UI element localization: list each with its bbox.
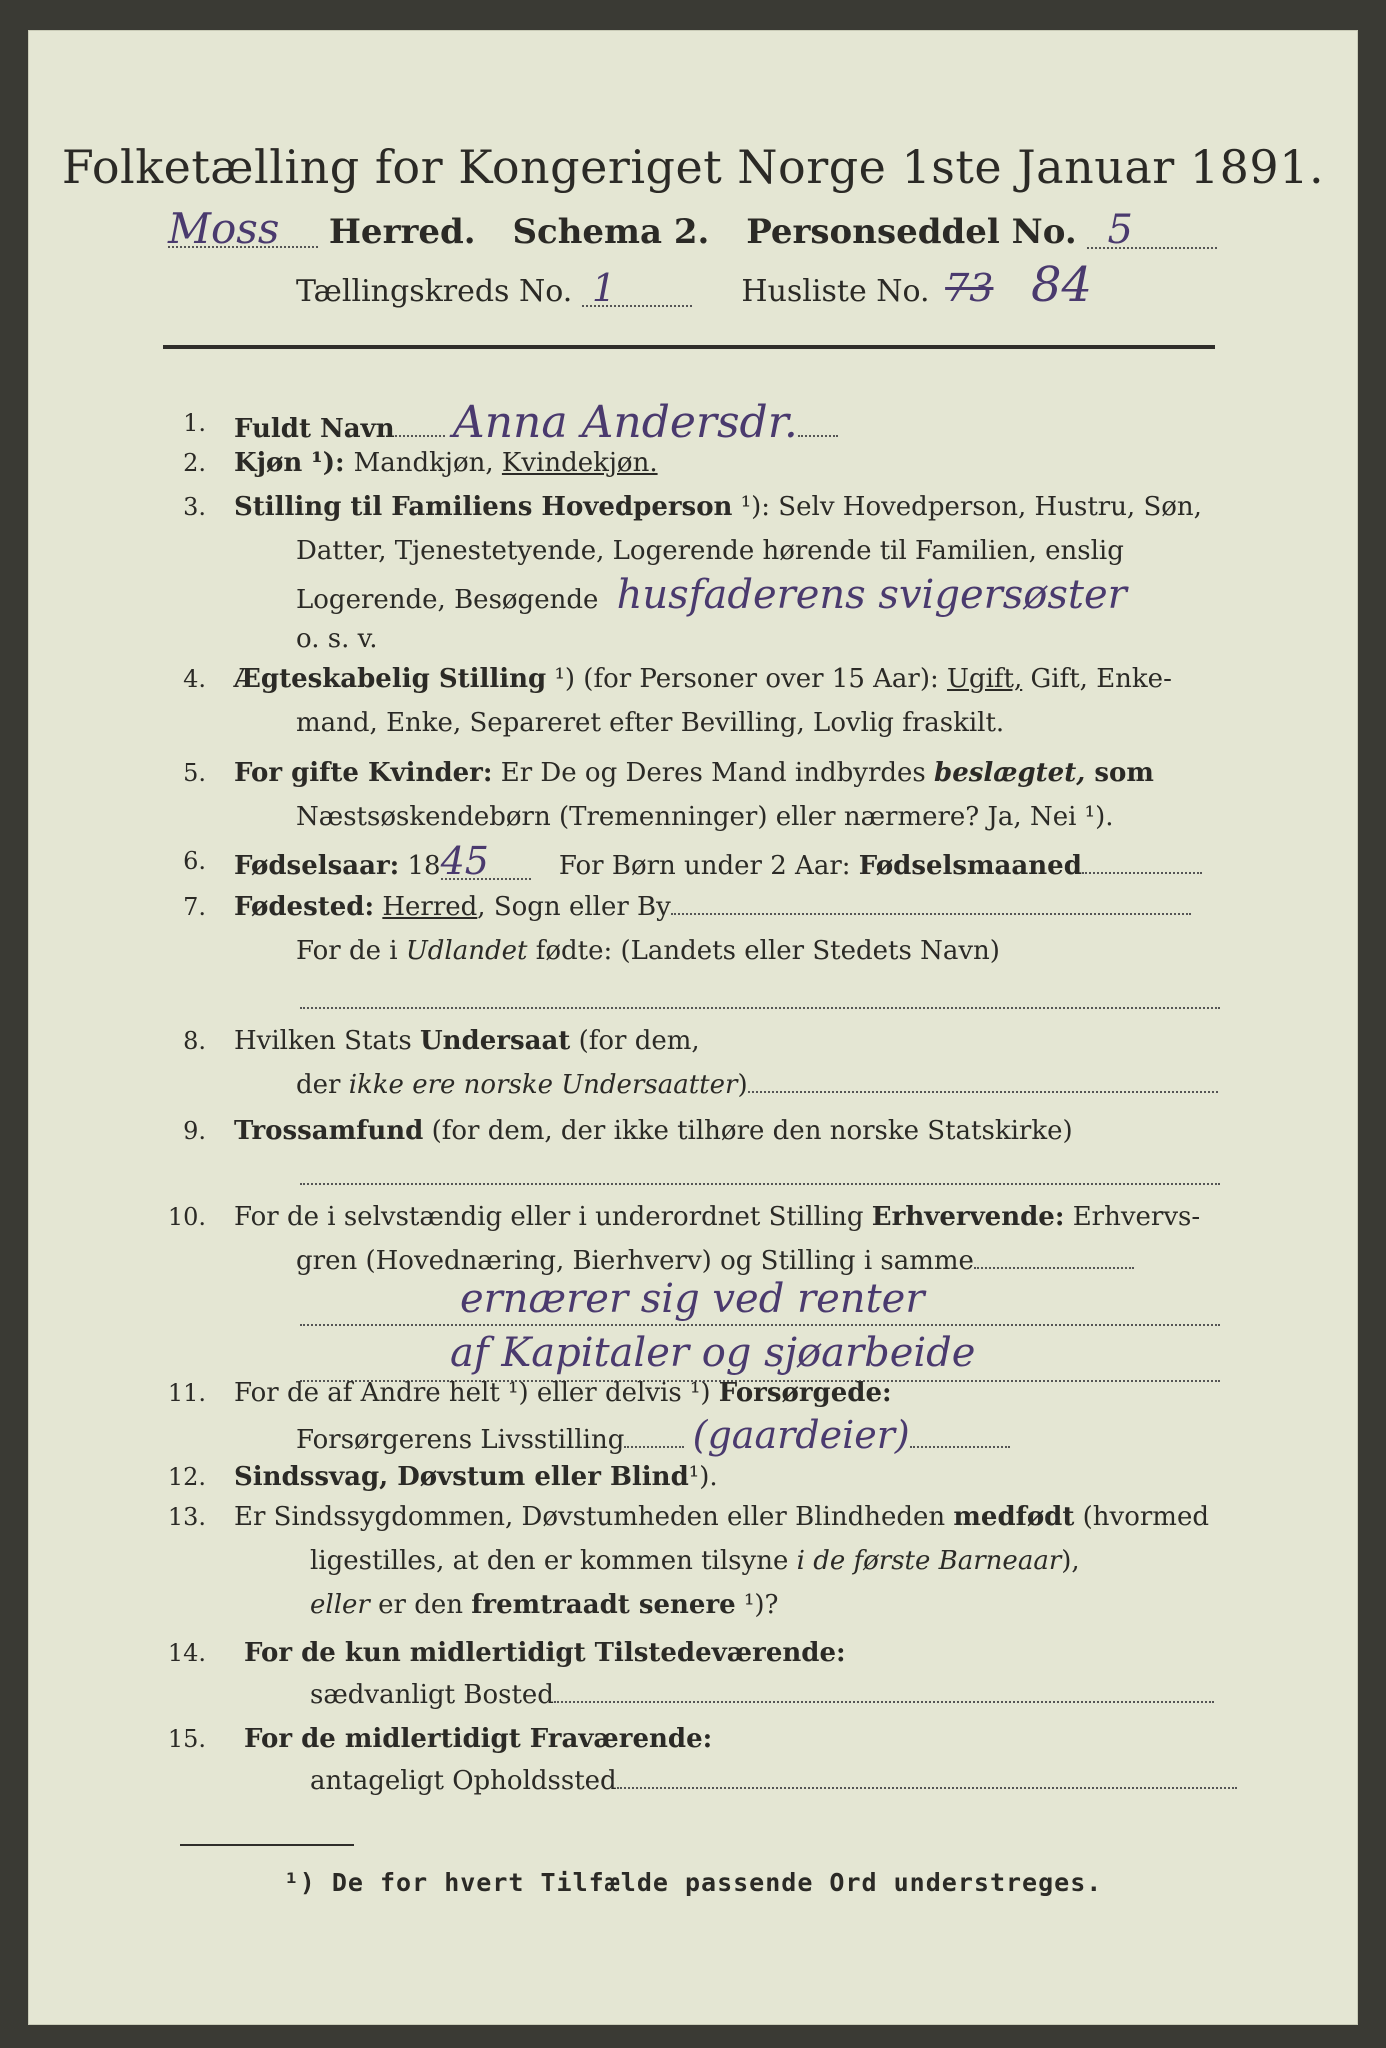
q7-text-b: fødte: (Landets eller Stedets Navn) — [527, 936, 1000, 966]
q11-line2 — [296, 1413, 1010, 1457]
q3-line1 — [234, 490, 1202, 524]
q13-line2 — [310, 1544, 1080, 1578]
q8-text-c: der — [296, 1070, 349, 1100]
q12-line — [234, 1460, 718, 1494]
q7-option-herred: Herred — [382, 892, 478, 922]
q15-line2 — [310, 1764, 1237, 1798]
q7-line2 — [296, 934, 1000, 968]
q13-text-e: er den — [369, 1590, 472, 1620]
q13-text-d: ), — [1061, 1546, 1080, 1576]
q8-line2 — [296, 1068, 1218, 1102]
husliste-number-struck: 73 — [945, 266, 994, 310]
q10-line1 — [234, 1200, 1200, 1234]
q11-text-b: Forsørgerens Livsstilling — [296, 1425, 625, 1455]
q5-line1 — [234, 756, 1154, 790]
taellingskreds-number: 1 — [582, 271, 692, 307]
q5-text-a: Er De og Deres Mand indbyrdes — [492, 758, 935, 788]
q3-number: 3. — [183, 493, 206, 521]
q10-number: 10. — [167, 1203, 206, 1231]
header-divider — [163, 345, 1215, 349]
taellingskreds-line — [296, 257, 1093, 313]
q6-prefix: 18 — [399, 851, 441, 881]
q3-label: Stilling til Familiens Hovedperson — [234, 492, 733, 522]
q2-number: 2. — [183, 449, 206, 477]
q4-text-a: ¹) (for Personer over 15 Aar): — [546, 664, 948, 694]
q10-text-a: For de i selvstændig eller i underordnet Stilling — [234, 1202, 872, 1232]
q3-line2: Datter, Tjenestetyende, Logerende hørende til Familien, enslig — [296, 536, 1124, 566]
husliste-number: 84 — [1031, 257, 1093, 313]
footnote-divider — [180, 1844, 354, 1846]
q4-line1 — [234, 662, 1172, 696]
q13-line3 — [310, 1588, 778, 1622]
q13-text-b: (hvormed — [1074, 1502, 1209, 1532]
footnote: ¹) De for hvert Tilfælde passende Ord understreges. — [283, 1868, 1103, 1897]
q11-forsorgede: Forsørgede: — [718, 1378, 892, 1408]
herred-label: Herred. — [328, 212, 476, 252]
form-title: Folketælling for Kongeriget Norge 1ste Januar 1891. — [61, 140, 1325, 194]
q7-blank-line — [300, 984, 1220, 1018]
q1-label: Fuldt Navn — [234, 414, 395, 444]
q5-label: For gifte Kvinder: — [234, 758, 493, 788]
q9-line1 — [234, 1114, 1073, 1148]
q13-text-c: ligestilles, at den er kommen tilsyne — [310, 1546, 797, 1576]
herred-line — [168, 204, 1217, 253]
schema-label: Schema 2. — [512, 212, 710, 252]
q1-name-value: Anna Andersdr. — [452, 397, 798, 448]
q5-text-b: som — [1085, 758, 1154, 788]
q2-label: Kjøn ¹): — [234, 448, 354, 478]
q8-undersaat: Undersaat — [419, 1026, 571, 1056]
q2-line — [234, 446, 658, 480]
q8-text-a: Hvilken Stats — [234, 1026, 420, 1056]
q1-line — [234, 397, 838, 448]
q14-number: 14. — [167, 1639, 206, 1667]
q11-line1 — [234, 1376, 892, 1410]
q10-erhvervende: Erhvervende: — [871, 1202, 1065, 1232]
q3-relation-value: husfaderens svigersøster — [616, 572, 1127, 618]
q12-number: 12. — [167, 1463, 206, 1491]
q11-provider-value: (gaardeier) — [692, 1413, 910, 1457]
q6-rest: For Børn under 2 Aar: — [558, 851, 859, 881]
q8-italic: ikke ere norske Undersaatter — [348, 1070, 738, 1100]
q2-option-male: Mandkjøn, — [353, 448, 502, 478]
personseddel-number: 5 — [1087, 213, 1217, 249]
q14-line2 — [310, 1678, 1214, 1712]
q10-text-c: gren (Hovednæring, Bierhverv) og Stilling i samme — [296, 1246, 974, 1276]
q5-line2: Næstsøskendebørn (Tremenninger) eller nærmere? Ja, Nei ¹). — [296, 802, 1114, 832]
q13-italic: i de første Barneaar — [796, 1546, 1062, 1576]
q7-text-a: For de i — [296, 936, 406, 966]
q4-line2: mand, Enke, Separeret efter Bevilling, Lovlig fraskilt. — [296, 708, 1005, 738]
q10-occupation-value-1: ernærer sig ved renter — [460, 1276, 925, 1322]
q13-eller: eller — [310, 1590, 370, 1620]
q8-text-b: (for dem, — [570, 1026, 700, 1056]
q7-number: 7. — [183, 893, 206, 921]
q3-options-3: Logerende, Besøgende — [296, 585, 599, 615]
q9-blank-line — [300, 1160, 1220, 1194]
q6-label: Fødselsaar: — [234, 851, 400, 881]
q14-text: For de kun midlertidigt Tilstedeværende: — [244, 1638, 846, 1668]
q6-year-value: 45 — [441, 844, 531, 880]
q13-number: 13. — [167, 1503, 206, 1531]
q4-label: Ægteskabelig Stilling — [234, 664, 547, 694]
q5-number: 5. — [183, 759, 206, 787]
husliste-label: Husliste No. — [741, 274, 930, 309]
q13-line1 — [234, 1500, 1209, 1534]
q10-line2 — [296, 1244, 1134, 1278]
q8-line1 — [234, 1024, 700, 1058]
q10-occupation-value-2: af Kapitaler og sjøarbeide — [450, 1330, 976, 1376]
q8-number: 8. — [183, 1027, 206, 1055]
q12-text: Sindssvag, Døvstum eller Blind — [234, 1462, 689, 1492]
q15-text: For de midlertidigt Fraværende: — [244, 1724, 713, 1754]
q15-line1 — [244, 1722, 712, 1756]
q4-option-ugift: Ugift, — [947, 664, 1023, 694]
q11-number: 11. — [167, 1379, 206, 1407]
q10-text-b: Erhvervs- — [1064, 1202, 1201, 1232]
q8-text-d: ) — [737, 1070, 748, 1100]
q9-trossamfund: Trossamfund — [234, 1116, 424, 1146]
q6-number: 6. — [183, 847, 206, 875]
q2-option-female: Kvindekjøn. — [501, 448, 658, 478]
q13-text-f: ¹)? — [735, 1590, 779, 1620]
q4-text-b: Gift, Enke- — [1022, 664, 1172, 694]
q6-line — [234, 839, 1202, 883]
q3-line3 — [296, 572, 1127, 618]
q15-number: 15. — [167, 1725, 206, 1753]
q11-text-a: For de af Andre helt ¹) eller delvis ¹) — [234, 1378, 719, 1408]
q14-line1 — [244, 1636, 846, 1670]
q14-bosted: sædvanligt Bosted — [310, 1680, 554, 1710]
q7-label: Fødested: — [234, 892, 375, 922]
q13-text-a: Er Sindssygdommen, Døvstumheden eller Blindheden — [234, 1502, 954, 1532]
taellingskreds-label: Tællingskreds No. — [296, 274, 573, 309]
q15-opholdssted: antageligt Opholdssted — [310, 1766, 617, 1796]
q6-birthmonth-label: Fødselsmaaned — [858, 851, 1082, 881]
q1-number: 1. — [183, 409, 206, 437]
q12-suffix: ¹). — [688, 1462, 718, 1492]
q10-value-line1 — [300, 1276, 1220, 1326]
q7-options: , Sogn eller By — [477, 892, 671, 922]
q13-medfodt: medfødt — [953, 1502, 1075, 1532]
q13-fremtraadt: fremtraadt senere — [471, 1590, 736, 1620]
q9-number: 9. — [183, 1117, 206, 1145]
personseddel-label: Personseddel No. — [746, 212, 1077, 252]
q4-number: 4. — [183, 665, 206, 693]
q5-italic: beslægtet, — [934, 758, 1086, 788]
q3-options-1: ¹): Selv Hovedperson, Hustru, Søn, — [732, 492, 1202, 522]
herred-name-handwritten: Moss — [168, 212, 318, 248]
q9-text: (for dem, der ikke tilhøre den norske Statskirke) — [423, 1116, 1073, 1146]
q3-line4: o. s. v. — [296, 624, 378, 654]
q7-italic: Udlandet — [405, 936, 528, 966]
q7-line1 — [234, 890, 1191, 924]
